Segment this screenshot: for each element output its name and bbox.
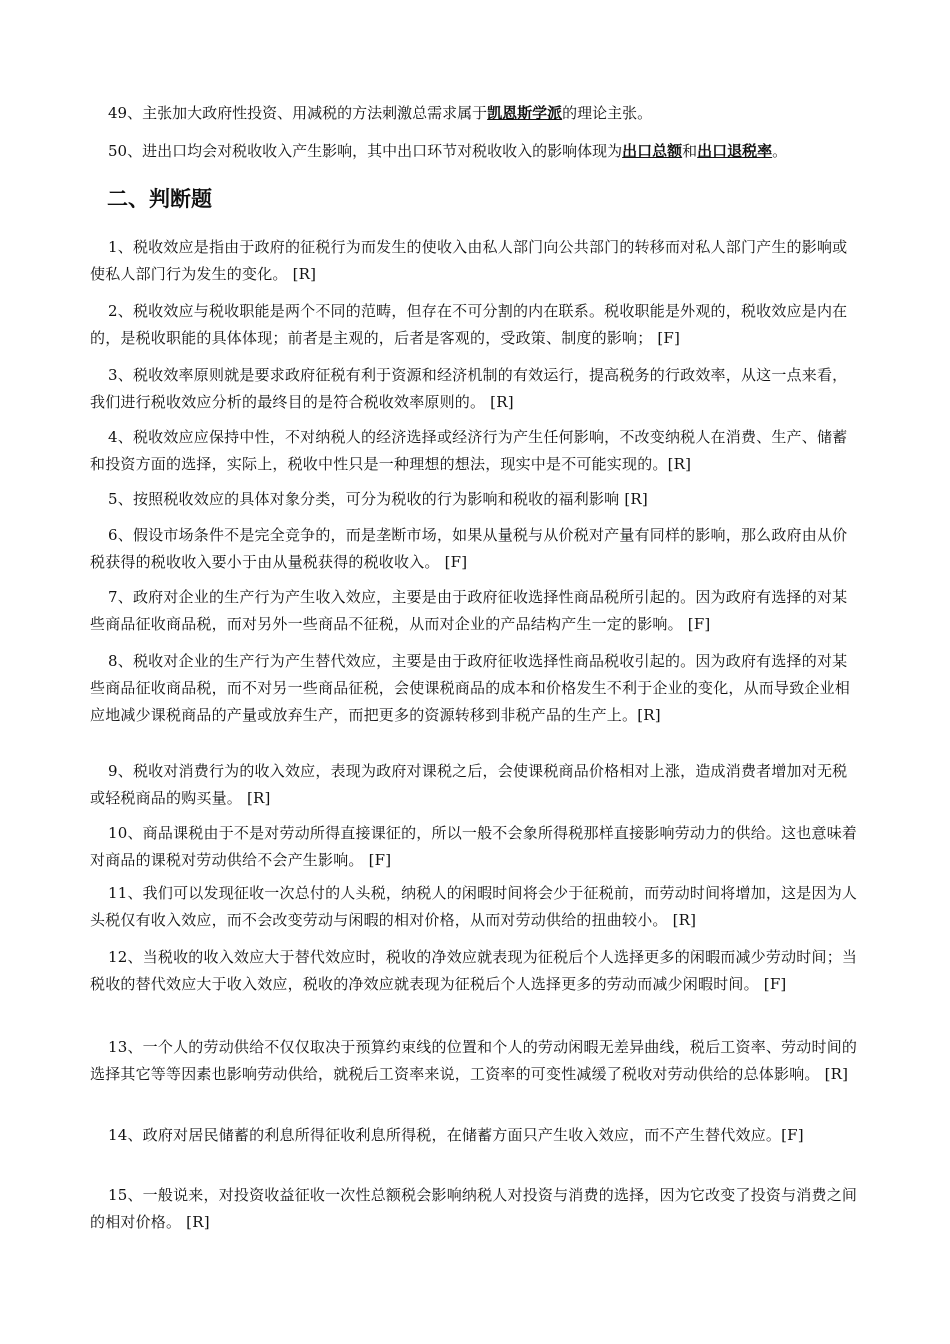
judgment-item-14 <box>90 1122 860 1149</box>
question-text: 和 <box>682 142 698 160</box>
fill-in-item-49 <box>90 100 860 127</box>
fill-in-item-50 <box>90 138 860 165</box>
judgment-item-4 <box>90 424 860 478</box>
item-text: 1、税收效应是指由于政府的征税行为而发生的使收入由私人部门向公共部门的转移而对私人部门产生的影响或使私人部门行为发生的变化。 [R] <box>90 238 848 283</box>
judgment-item-3 <box>90 362 860 416</box>
judgment-item-5 <box>90 486 860 513</box>
section-title: 二、判断题 <box>107 187 212 211</box>
judgment-item-6 <box>90 522 860 576</box>
judgment-item-2 <box>90 298 860 352</box>
item-text: 11、我们可以发现征收一次总付的人头税，纳税人的闲暇时间将会少于征税前，而劳动时间将增加，这是因为人头税仅有收入效应，而不会改变劳动与闲暇的相对价格，从而对劳动供给的扭曲较小。 [R] <box>90 884 858 929</box>
question-text: 50、进出口均会对税收收入产生影响，其中出口环节对税收收入的影响体现为 <box>108 142 623 160</box>
item-text: 9、税收对消费行为的收入效应，表现为政府对课税之后，会使课税商品价格相对上涨，造成消费者增加对无税或轻税商品的购买量。 [R] <box>90 762 848 807</box>
judgment-item-12 <box>90 944 860 998</box>
item-text: 6、假设市场条件不是完全竞争的，而是垄断市场，如果从量税与从价税对产量有同样的影响，那么政府由从价税获得的税收收入要小于由从量税获得的税收收入。 [F] <box>90 526 848 571</box>
judgment-item-9 <box>90 758 860 812</box>
judgment-item-15 <box>90 1182 860 1236</box>
judgment-item-1 <box>90 234 860 288</box>
judgment-item-11 <box>90 880 860 934</box>
answer-keyword: 凯恩斯学派 <box>487 104 563 122</box>
item-text: 7、政府对企业的生产行为产生收入效应，主要是由于政府征收选择性商品税所引起的。因为政府有选择的对某些商品征收商品税，而对另外一些商品不征税，从而对企业的产品结构产生一定的影响。 [F] <box>90 588 848 633</box>
item-text: 3、税收效率原则就是要求政府征税有利于资源和经济机制的有效运行，提高税务的行政效率，从这一点来看，我们进行税收效应分析的最终目的是符合税收效率原则的。 [R] <box>90 366 848 411</box>
judgment-item-13 <box>90 1034 860 1088</box>
question-text: 49、主张加大政府性投资、用减税的方法刺激总需求属于 <box>108 104 488 122</box>
judgment-item-8 <box>90 648 860 729</box>
judgment-item-10 <box>90 820 860 874</box>
item-text: 13、一个人的劳动供给不仅仅取决于预算约束线的位置和个人的劳动闲暇无差异曲线，税后工资率、劳动时间的选择其它等等因素也影响劳动供给，就税后工资率来说，工资率的可变性减缓了税收对劳动供给的总体影响。 [R] <box>90 1038 858 1083</box>
answer-keyword: 出口退税率 <box>697 142 773 160</box>
item-text: 12、当税收的收入效应大于替代效应时，税收的净效应就表现为征税后个人选择更多的闲暇而减少劳动时间；当税收的替代效应大于收入效应，税收的净效应就表现为征税后个人选择更多的劳动而减少闲暇时间。 [F] <box>90 948 858 993</box>
judgment-item-7 <box>90 584 860 638</box>
item-text: 10、商品课税由于不是对劳动所得直接课征的，所以一般不会象所得税那样直接影响劳动力的供给。这也意味着对商品的课税对劳动供给不会产生影响。 [F] <box>90 824 858 869</box>
item-text: 14、政府对居民储蓄的利息所得征收利息所得税，在储蓄方面只产生收入效应，而不产生替代效应。[F] <box>108 1126 804 1144</box>
item-text: 5、按照税收效应的具体对象分类，可分为税收的行为影响和税收的福利影响 [R] <box>108 490 648 508</box>
item-text: 2、税收效应与税收职能是两个不同的范畴，但存在不可分割的内在联系。税收职能是外观的，税收效应是内在的，是税收职能的具体体现；前者是主观的，后者是客观的，受政策、制度的影响； [F] <box>90 302 848 347</box>
item-text: 15、一般说来，对投资收益征收一次性总额税会影响纳税人对投资与消费的选择，因为它改变了投资与消费之间的相对价格。 [R] <box>90 1186 858 1231</box>
question-text: 。 <box>772 142 788 160</box>
answer-keyword: 出口总额 <box>622 142 683 160</box>
question-text: 的理论主张。 <box>562 104 653 122</box>
item-text: 4、税收效应应保持中性，不对纳税人的经济选择或经济行为产生任何影响，不改变纳税人在消费、生产、储蓄和投资方面的选择，实际上，税收中性只是一种理想的想法，现实中是不可能实现的。[R] <box>90 428 848 473</box>
item-text: 8、税收对企业的生产行为产生替代效应，主要是由于政府征收选择性商品税收引起的。因为政府有选择的对某些商品征收商品税，而不对另一些商品征税，会使课税商品的成本和价格发生不利于企业的变化，从而导致企业相应地减少课税商品的产量或放弃生产，而把更多的资源转移到非税产品的生产上。[R] <box>90 652 851 724</box>
